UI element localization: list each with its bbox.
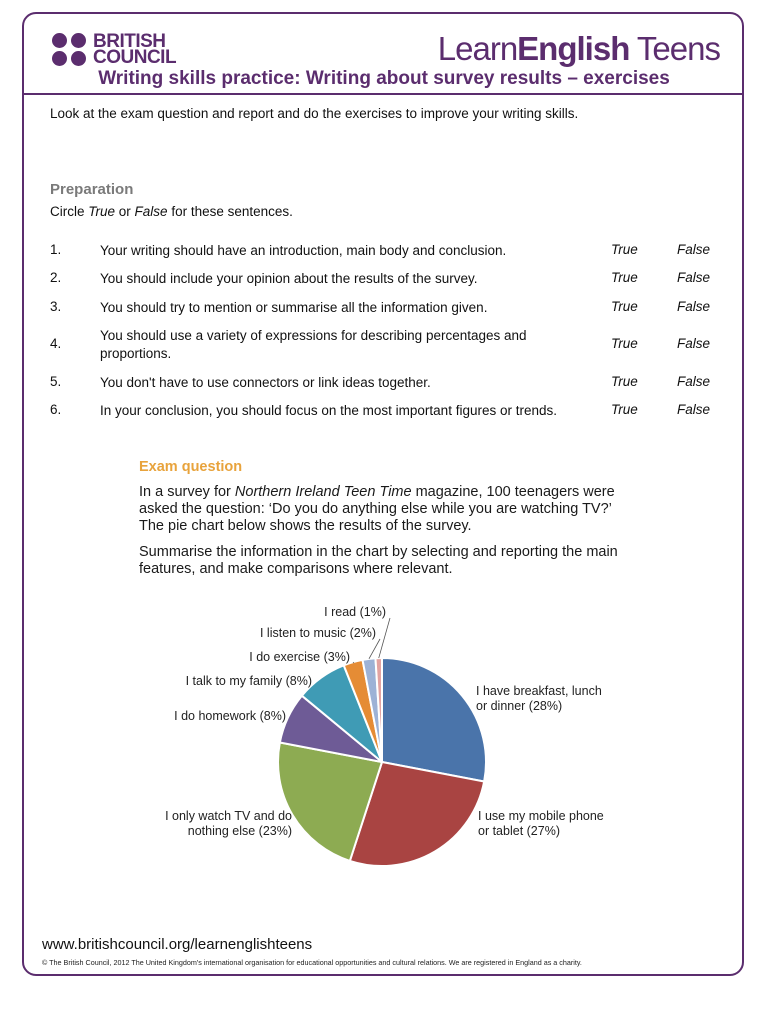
logo-line-2: COUNCIL <box>93 46 177 68</box>
question-text: You don't have to use connectors or link ideas together. <box>100 375 431 390</box>
pie-chart <box>150 598 620 878</box>
false-option[interactable]: False <box>677 299 711 314</box>
exam-paragraph-1: In a survey for Northern Ireland Teen Time magazine, 100 teenagers were asked the question: ‘Do you do anything else while you are watching TV?’ The pie chart below shows the results of the survey. <box>139 484 615 534</box>
slice-label: I read (1%) <box>324 605 386 619</box>
brand-prefix: Learn <box>437 30 518 67</box>
question-number: 3. <box>50 299 62 314</box>
slice-label: I use my mobile phone or tablet (27%) <box>478 809 604 838</box>
slice-label: I only watch TV and do nothing else (23%) <box>165 809 292 838</box>
footer-copyright: © The British Council, 2012 The United Kingdom's international organisation for educational opportunities and cultural relations. We are registered in England as a charity. <box>42 958 582 967</box>
brand-suffix: Teens <box>629 30 720 67</box>
pie-slice <box>382 658 486 781</box>
true-option[interactable]: True <box>611 270 638 285</box>
true-option[interactable]: True <box>611 299 638 314</box>
preparation-heading: Preparation <box>50 181 134 198</box>
exam-question-box <box>139 459 629 587</box>
question-number: 5. <box>50 374 62 389</box>
false-option[interactable]: False <box>677 242 711 257</box>
preparation-instruction: Circle True or False for these sentences. <box>50 204 293 219</box>
question-number: 1. <box>50 242 62 257</box>
false-option[interactable]: False <box>677 374 711 389</box>
question-text: In your conclusion, you should focus on the most important figures or trends. <box>100 403 557 418</box>
british-council-logo <box>52 30 177 68</box>
brand-bold: English <box>517 30 630 67</box>
question-text: You should use a variety of expressions for describing percentages and proportions. <box>100 328 527 361</box>
false-option[interactable]: False <box>677 402 711 417</box>
question-number: 2. <box>50 270 62 285</box>
footer-url[interactable]: www.britishcouncil.org/learnenglishteens <box>42 936 313 953</box>
header-divider <box>22 93 744 95</box>
learnenglish-teens-brand <box>438 30 720 68</box>
slice-label: I have breakfast, lunch or dinner (28%) <box>476 684 602 713</box>
logo-line-1: BRITISH <box>93 30 166 52</box>
false-option[interactable]: False <box>677 336 711 351</box>
true-option[interactable]: True <box>611 336 638 351</box>
page-title: Writing skills practice: Writing about survey results – exercises <box>98 68 670 89</box>
question-number: 4. <box>50 336 62 351</box>
true-option[interactable]: True <box>611 402 638 417</box>
true-option[interactable]: True <box>611 374 638 389</box>
false-option[interactable]: False <box>677 270 711 285</box>
leader-line <box>369 639 380 659</box>
logo-dots-icon <box>52 33 87 66</box>
leader-line <box>379 618 390 658</box>
question-number: 6. <box>50 402 62 417</box>
question-text: You should try to mention or summarise all the information given. <box>100 300 488 315</box>
true-option[interactable]: True <box>611 242 638 257</box>
slice-label: I talk to my family (8%) <box>185 674 312 688</box>
intro-text: Look at the exam question and report and do the exercises to improve your writing skills. <box>50 106 579 121</box>
slice-label: I listen to music (2%) <box>259 626 376 640</box>
question-text: Your writing should have an introduction, main body and conclusion. <box>100 243 507 258</box>
logo-text <box>93 30 177 68</box>
exam-paragraph-2: Summarise the information in the chart by selecting and reporting the main features, and make comparisons where relevant. <box>139 544 618 577</box>
slice-label: I do homework (8%) <box>174 709 286 723</box>
exam-heading: Exam question <box>139 459 243 475</box>
question-text: You should include your opinion about the results of the survey. <box>100 271 478 286</box>
slice-label: I do exercise (3%) <box>249 650 350 664</box>
